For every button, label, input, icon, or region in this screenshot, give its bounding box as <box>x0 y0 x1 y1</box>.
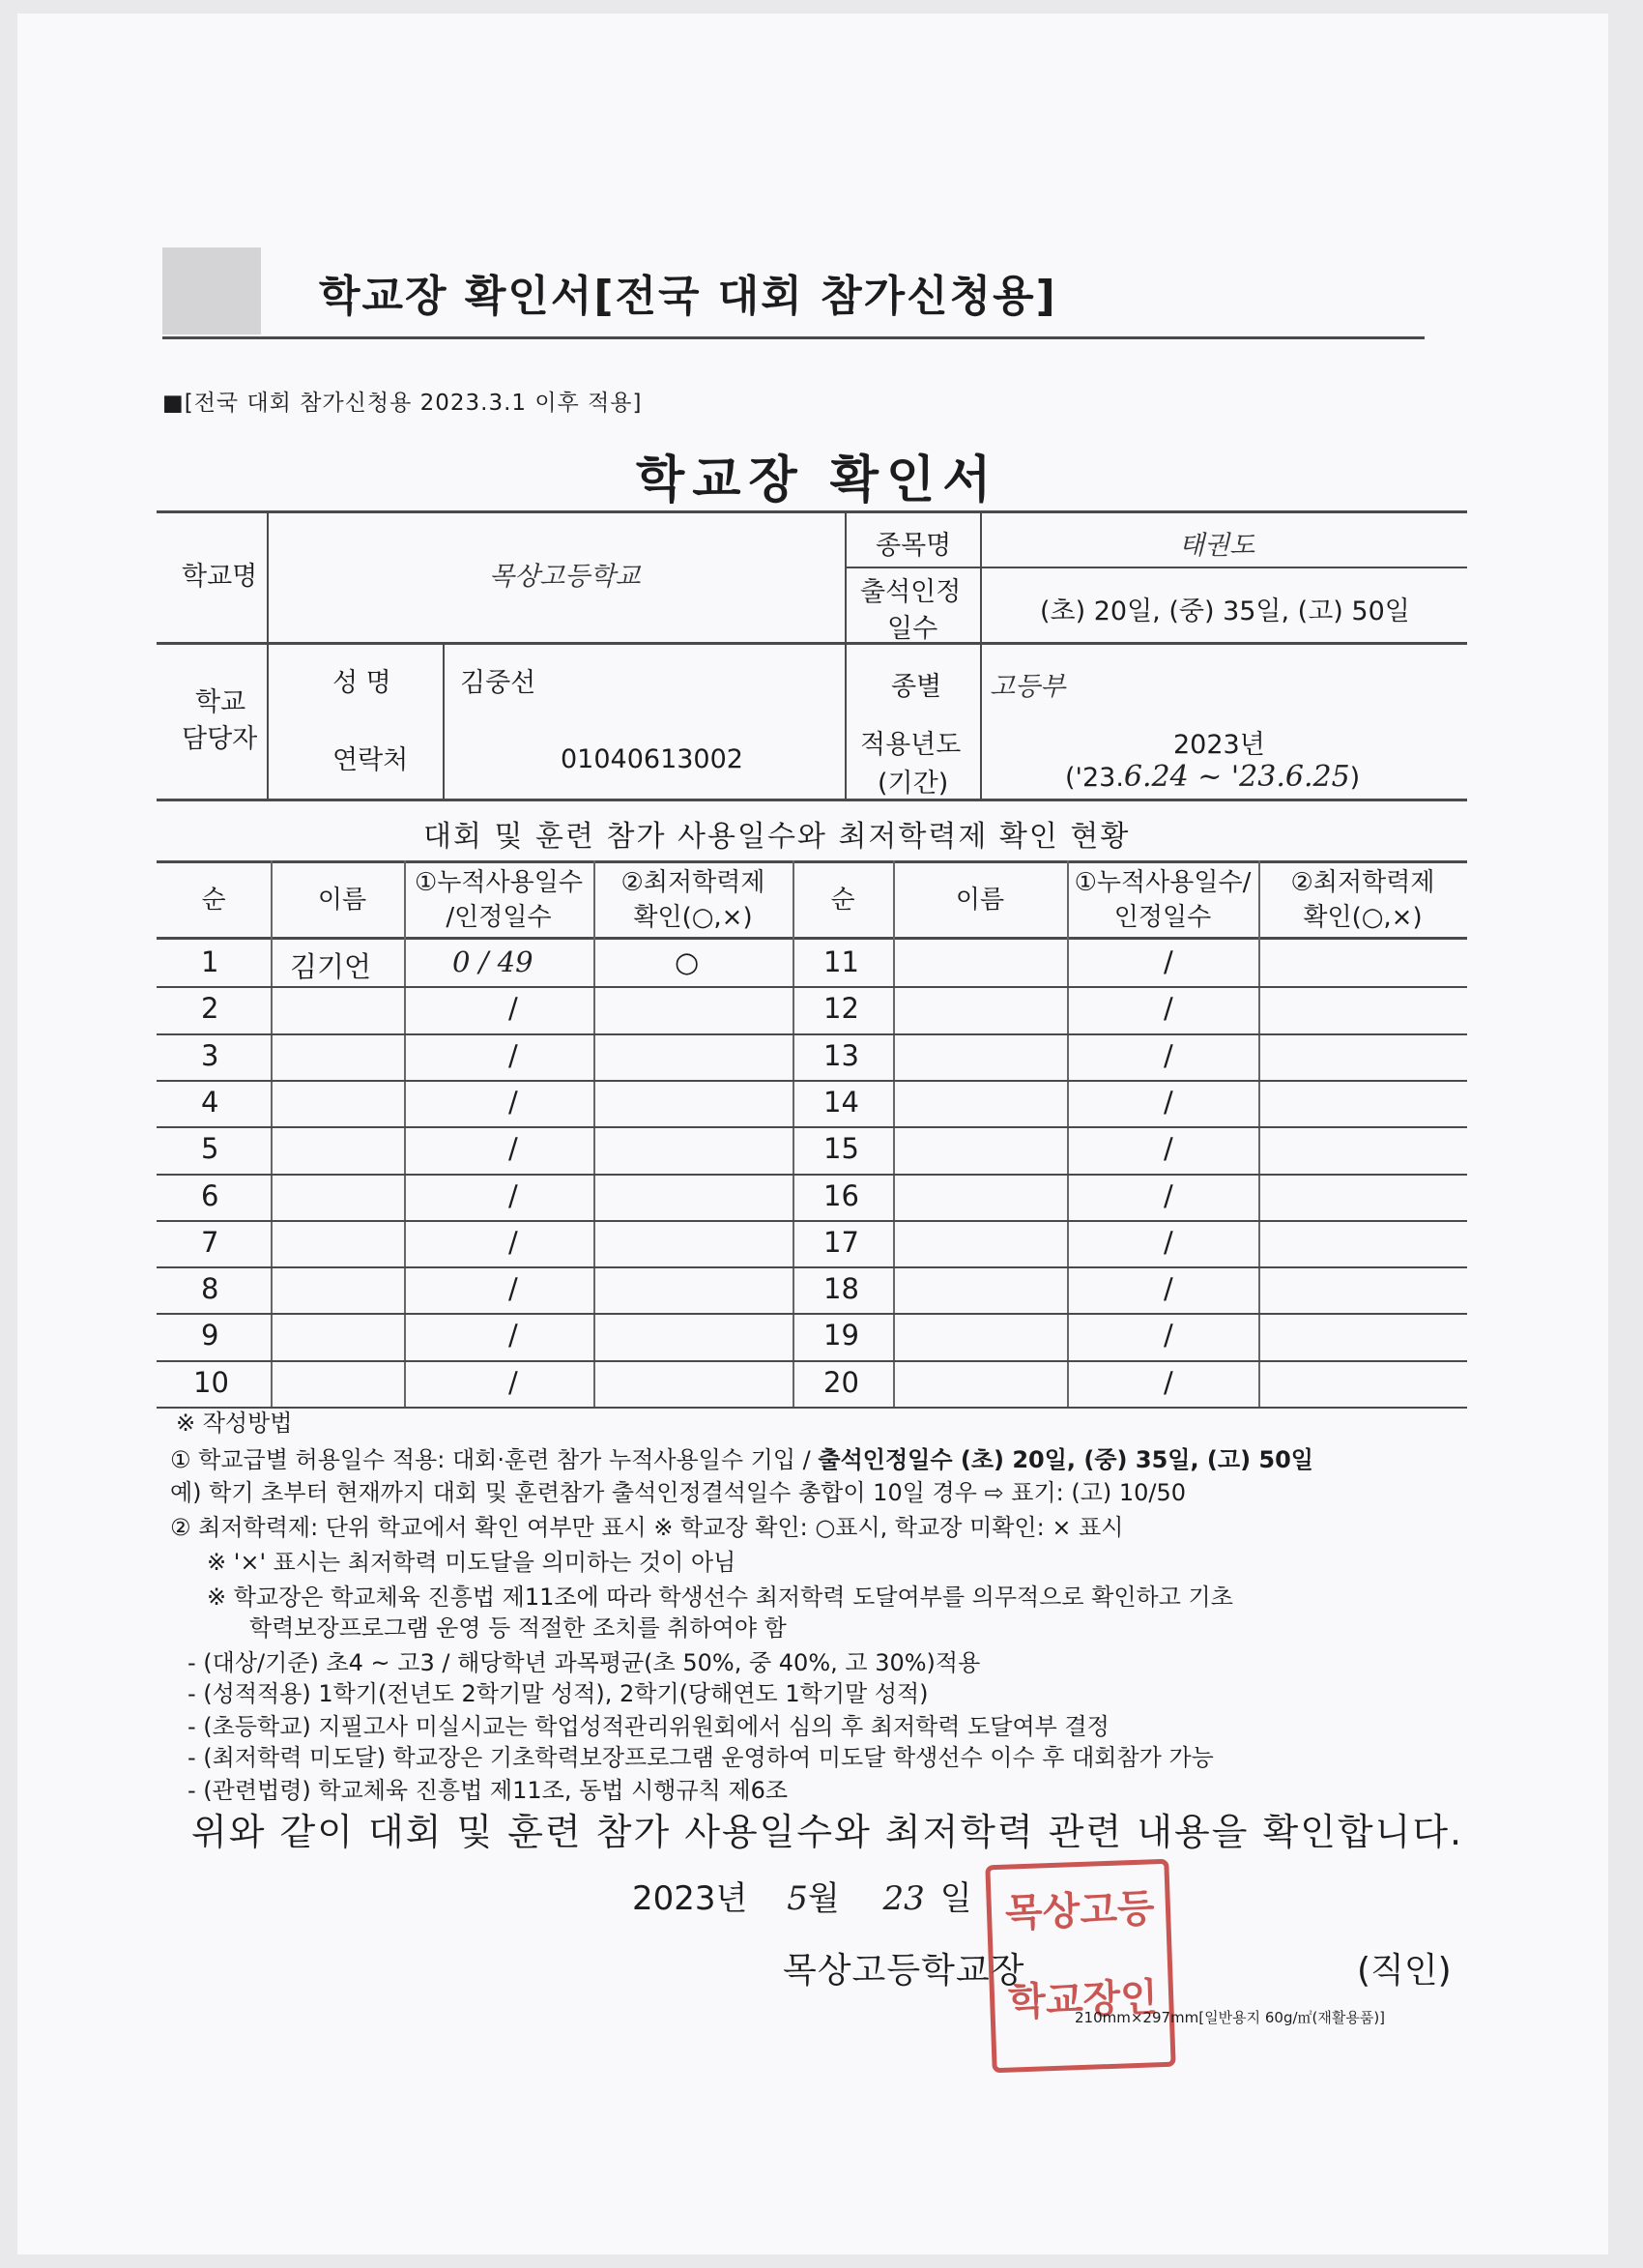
attendance-label-1: 출석인정 <box>860 577 962 607</box>
col-header-check-r-2: 확인(○,×) <box>1303 903 1423 932</box>
attendance-value: (초) 20일, (중) 35일, (고) 50일 <box>1040 596 1410 626</box>
row-days-2: / <box>1164 1132 1173 1166</box>
row-no: 4 <box>201 1085 219 1119</box>
row-check: ○ <box>675 945 700 978</box>
row-no-2: 17 <box>823 1225 859 1259</box>
instruction-line-10: - (최저학력 미도달) 학교장은 기초학력보장프로그램 운영하여 미도달 학생선수 이수 후 대회참가 가능 <box>187 1744 1214 1771</box>
period-handwritten: 6.24 ~ '23.6.25 <box>1123 760 1350 794</box>
period-suffix: ) <box>1349 763 1361 793</box>
col-header-days-r-2: 인정일수 <box>1113 903 1212 932</box>
row-name: 김기언 <box>290 950 372 983</box>
row-no-2: 11 <box>823 945 859 978</box>
row-no-2: 13 <box>823 1038 859 1072</box>
row-days-2: / <box>1164 1365 1173 1399</box>
document-page <box>17 14 1608 2254</box>
row-days: / <box>508 1132 518 1166</box>
school-label: 학교명 <box>182 562 258 592</box>
col-header-days-2: /인정일수 <box>446 903 552 932</box>
date-month-label: 월 <box>807 1879 840 1918</box>
date-month-hand: 5 <box>787 1879 808 1918</box>
row-no: 9 <box>201 1319 219 1352</box>
instruction-line-5: ※ 학교장은 학교체육 진흥법 제11조에 따라 학생선수 최저학력 도달여부를 의무적으로 확인하고 기초 <box>207 1584 1233 1611</box>
row-days: / <box>508 1178 518 1212</box>
row-days-2: / <box>1164 1272 1173 1306</box>
date-line <box>632 1872 972 1919</box>
row-days: / <box>508 1225 518 1259</box>
row-days-2: / <box>1164 1225 1173 1259</box>
row-no: 7 <box>201 1225 219 1259</box>
row-no: 8 <box>201 1272 219 1306</box>
contact-value: 01040613002 <box>561 744 743 774</box>
row-no-2: 19 <box>823 1319 859 1352</box>
paper-spec: 210mm×297mm[일반용지 60g/㎡(재활용품)] <box>1075 2009 1386 2026</box>
row-days: / <box>508 1038 518 1072</box>
confirmation-statement: 위와 같이 대회 및 훈련 참가 사용일수와 최저학력 관련 내용을 확인합니다. <box>191 1811 1464 1853</box>
category-value: 고등부 <box>990 672 1066 702</box>
applicability-note: ■[전국 대회 참가신청용 2023.3.1 이후 적용] <box>162 391 643 416</box>
row-no-2: 20 <box>823 1365 859 1399</box>
date-day-label: 일 <box>939 1879 972 1918</box>
instruction-line-2: 예) 학기 초부터 현재까지 대회 및 훈련참가 출석인정결석일수 총합이 10일 경우 ⇨ 표기: (고) 10/50 <box>170 1479 1187 1506</box>
seal-note: (직인) <box>1357 1951 1452 1991</box>
school-value: 목상고등학교 <box>489 562 641 592</box>
row-days: / <box>508 1365 518 1399</box>
attendance-label-2: 일수 <box>887 614 938 644</box>
category-label: 종별 <box>891 672 942 702</box>
period-value <box>1065 760 1360 794</box>
col-header-check-2: 확인(○,×) <box>633 903 753 932</box>
row-no: 10 <box>193 1365 229 1399</box>
manager-label-1: 학교 <box>195 687 246 717</box>
page-title: 학교장 확인서 <box>636 451 999 509</box>
row-no-2: 18 <box>823 1272 859 1306</box>
row-no-2: 16 <box>823 1178 859 1212</box>
year-label-2: (기간) <box>878 769 949 799</box>
period-prefix: ('23. <box>1065 763 1124 793</box>
row-days-2: / <box>1164 992 1173 1026</box>
row-no-2: 14 <box>823 1085 859 1119</box>
row-days: / <box>508 992 518 1026</box>
col-header-days-1: ①누적사용일수 <box>414 868 583 897</box>
name-label: 성 명 <box>332 668 391 698</box>
principal-title: 목상고등학교장 <box>783 1951 1025 1991</box>
header-divider <box>162 336 1425 339</box>
col-header-check-1: ②최저학력제 <box>620 868 765 897</box>
row-days: / <box>508 1085 518 1119</box>
row-no: 6 <box>201 1178 219 1212</box>
row-no: 1 <box>201 945 219 978</box>
contact-label: 연락처 <box>332 745 409 775</box>
document-header-title: 학교장 확인서[전국 대회 참가신청용] <box>319 272 1057 321</box>
row-days-2: / <box>1164 1085 1173 1119</box>
instruction-line-9: - (초등학교) 지필고사 미실시교는 학업성적관리위원회에서 심의 후 최저학력 도달여부 결정 <box>187 1713 1110 1740</box>
instruction-line-7: - (대상/기준) 초4 ~ 고3 / 해당학년 과목평균(초 50%, 중 40%, 고 30%)적용 <box>187 1649 981 1676</box>
instruction-line-6: 학력보장프로그램 운영 등 적절한 조치를 취하여야 함 <box>249 1614 787 1642</box>
row-no: 2 <box>201 992 219 1026</box>
header-gray-block <box>162 247 261 334</box>
row-days: 0 / 49 <box>452 945 533 978</box>
date-year: 2023년 <box>632 1879 748 1918</box>
sport-label: 종목명 <box>876 531 952 561</box>
col-header-name-2: 이름 <box>955 886 1005 915</box>
instructions-heading: ※ 작성방법 <box>176 1410 293 1437</box>
col-header-no-2: 순 <box>830 886 855 915</box>
col-header-no: 순 <box>201 886 226 915</box>
row-days-2: / <box>1164 1319 1173 1352</box>
row-days-2: / <box>1164 1178 1173 1212</box>
col-header-name: 이름 <box>317 886 367 915</box>
row-days-2: / <box>1164 945 1173 978</box>
grid-title: 대회 및 훈련 참가 사용일수와 최저학력제 확인 현황 <box>423 820 1131 854</box>
col-header-days-r-1: ①누적사용일수/ <box>1074 868 1252 897</box>
col-header-check-r-1: ②최저학력제 <box>1290 868 1435 897</box>
row-days-2: / <box>1164 1038 1173 1072</box>
instruction-line-3: ② 최저학력제: 단위 학교에서 확인 여부만 표시 ※ 학교장 확인: ○표시, 학교장 미확인: × 표시 <box>170 1514 1124 1541</box>
name-value: 김중선 <box>460 668 536 698</box>
official-seal-stamp: 목상고등 학교장인 <box>985 1859 1175 2074</box>
row-no: 3 <box>201 1038 219 1072</box>
row-no: 5 <box>201 1132 219 1166</box>
instruction-line-11: - (관련법령) 학교체육 진흥법 제11조, 동법 시행규칙 제6조 <box>187 1777 789 1804</box>
manager-label-2: 담당자 <box>182 724 258 754</box>
instruction-line-8: - (성적적용) 1학기(전년도 2학기말 성적), 2학기(당해연도 1학기말 성적) <box>187 1680 929 1707</box>
row-no-2: 12 <box>823 992 859 1026</box>
row-days: / <box>508 1319 518 1352</box>
year-value: 2023년 <box>1173 730 1265 760</box>
row-days: / <box>508 1272 518 1306</box>
instruction-line-1: ① 학교급별 허용일수 적용: 대회·훈련 참가 누적사용일수 기입 / 출석인정일수 (초) 20일, (중) 35일, (고) 50일 <box>170 1446 1313 1473</box>
year-label-1: 적용년도 <box>860 730 962 760</box>
sport-value: 태권도 <box>1179 531 1255 561</box>
instruction-line-4: ※ '×' 표시는 최저학력 미도달을 의미하는 것이 아님 <box>207 1549 736 1576</box>
date-day-hand: 23 <box>882 1879 925 1918</box>
row-no-2: 15 <box>823 1132 859 1166</box>
